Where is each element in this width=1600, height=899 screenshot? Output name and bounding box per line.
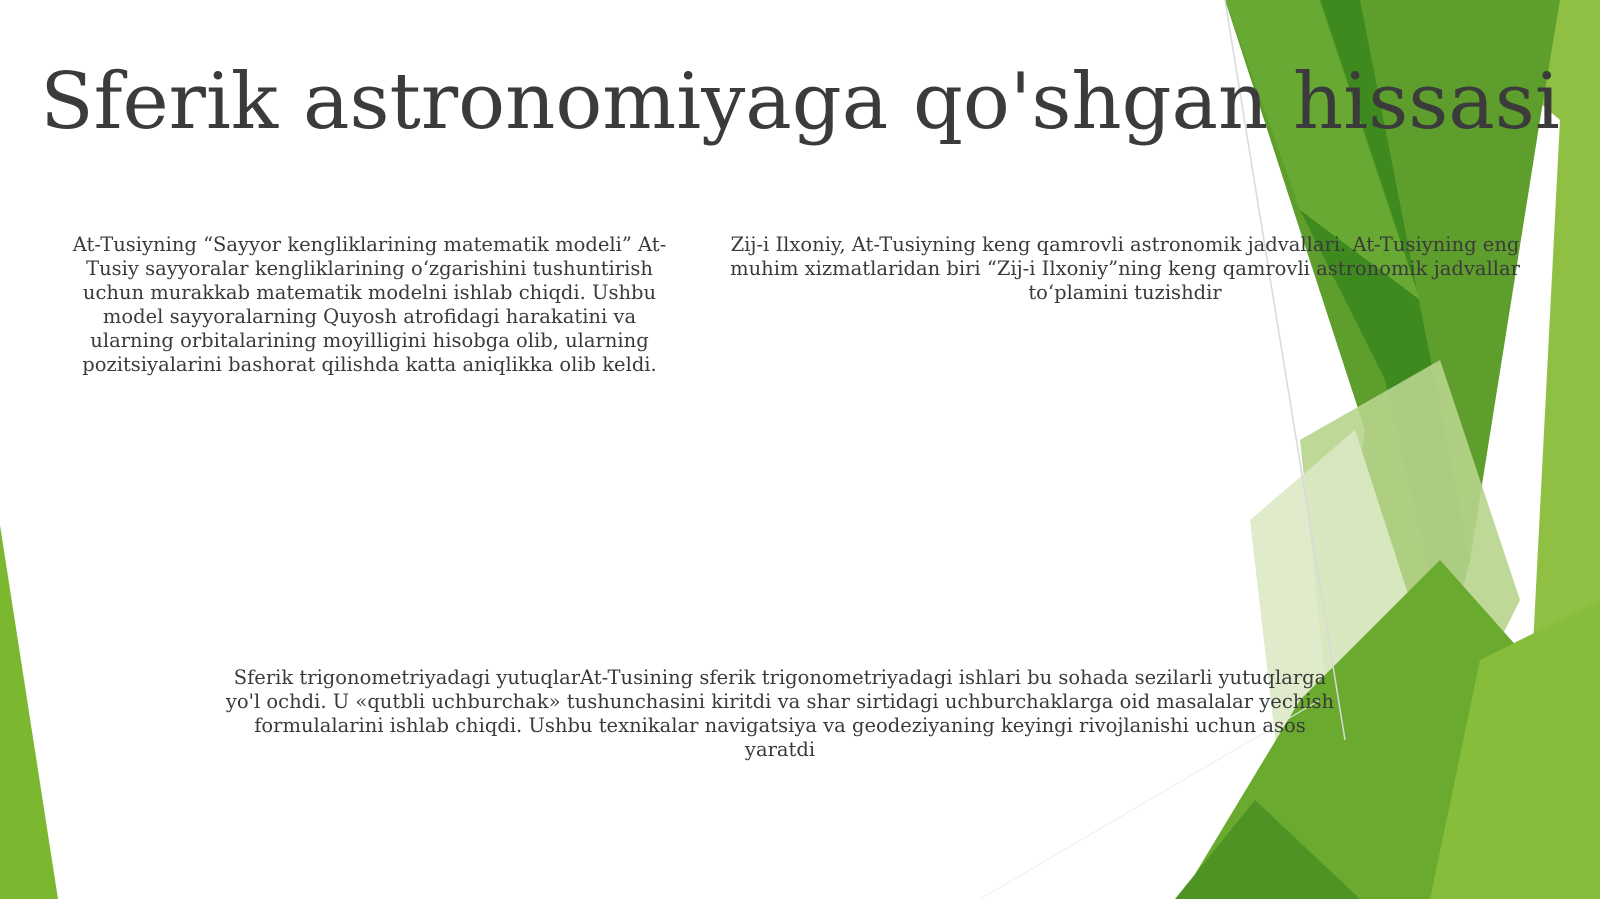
slide-title: Sferik astronomiyaga qo'shgan hissasi (40, 57, 1560, 147)
text-block-bottom: Sferik trigonometriyadagi yutuqlarAt-Tusining sferik trigonometriyadagi ishlari bu sohada sezilarli yutuqlarga yo'l ochdi. U «qutbli uchburchak» tushunchasini kiritdi va shar sirtidagi uchburchaklarga oid masalalar yechish formulalarini ishlab chiqdi. Ushbu texnikalar navigatsiya va geodeziyaning keyingi rivojlanishi uchun asos yaratdi (225, 666, 1335, 761)
text-block-left: At-Tusiyning “Sayyor kengliklarining matematik modeli” At-Tusiy sayyoralar kengliklarining o‘zgarishini tushuntirish uchun murakkab matematik modelni ishlab chiqdi. Ushbu model sayyoralarning Quyosh atrofidagi harakatini va ularning orbitalarining moyilligini hisobga olib, ularning pozitsiyalarini bashorat qilishda katta aniqlikka olib keldi. (72, 233, 667, 376)
text-block-right: Zij-i Ilxoniy, At-Tusiyning keng qamrovli astronomik jadvallari. At-Tusiyning eng muhim xizmatlaridan biri “Zij-i Ilxoniy”ning keng qamrovli astronomik jadvallar to‘plamini tuzishdir (730, 233, 1520, 304)
left-green-sliver (0, 525, 58, 899)
